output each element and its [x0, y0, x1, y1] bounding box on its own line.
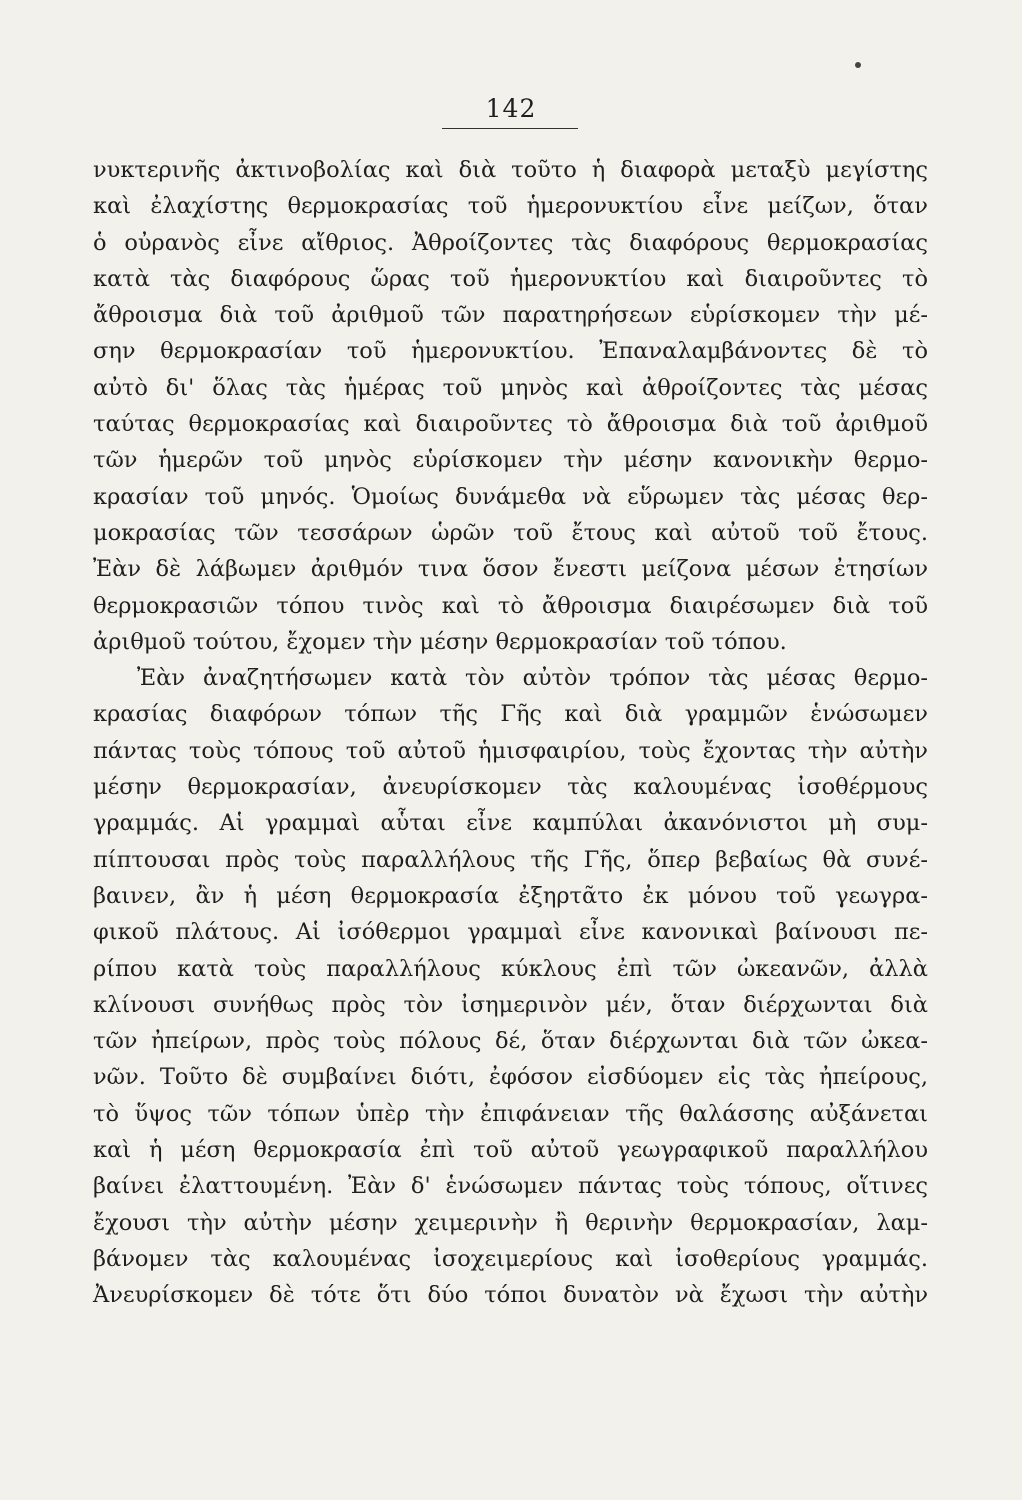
text-line: ἄθροισμα διὰ τοῦ ἀριθμοῦ τῶν παρατηρήσεων εὑρίσκομεν τὴν μέ- [93, 302, 928, 329]
text-line: Ἀνευρίσκομεν δὲ τότε ὅτι δύο τόποι δυνατὸν νὰ ἔχωσι τὴν αὐτὴν [93, 1282, 928, 1309]
text-line: τὸ ὕψος τῶν τόπων ὑπὲρ τὴν ἐπιφάνειαν τῆς θαλάσσης αὐξάνεται [93, 1100, 928, 1127]
text-line: νῶν. Τοῦτο δὲ συμβαίνει διότι, ἐφόσον εἰσδύομεν εἰς τὰς ἠπείρους, [93, 1064, 928, 1091]
text-line: καὶ ἡ μέση θερμοκρασία ἐπὶ τοῦ αὐτοῦ γεωγραφικοῦ παραλλήλου [93, 1137, 928, 1164]
text-line: πάντας τοὺς τόπους τοῦ αὐτοῦ ἡμισφαιρίου, τοὺς ἔχοντας τὴν αὐτὴν [93, 737, 928, 764]
text-line: κρασίας διαφόρων τόπων τῆς Γῆς καὶ διὰ γραμμῶν ἑνώσωμεν [93, 701, 928, 728]
text-line: θερμοκρασιῶν τόπου τινὸς καὶ τὸ ἄθροισμα διαιρέσωμεν διὰ τοῦ [93, 592, 928, 619]
text-line: βαίνει ἐλαττουμένη. Ἐὰν δ' ἑνώσωμεν πάντας τοὺς τόπους, οἵτινες [93, 1173, 928, 1200]
text-line: κατὰ τὰς διαφόρους ὥρας τοῦ ἡμερονυκτίου καὶ διαιροῦντες τὸ [93, 265, 928, 292]
text-line: μέσην θερμοκρασίαν, ἀνευρίσκομεν τὰς καλουμένας ἰσοθέρμους [93, 774, 928, 801]
text-line: ἀριθμοῦ τούτου, ἔχομεν τὴν μέσην θερμοκρασίαν τοῦ τόπου. [93, 628, 787, 655]
text-line: βάνομεν τὰς καλουμένας ἰσοχειμερίους καὶ ἰσοθερίους γραμμάς. [93, 1245, 928, 1272]
text-line: σην θερμοκρασίαν τοῦ ἡμερονυκτίου. Ἐπαναλαμβάνοντες δὲ τὸ [93, 338, 928, 365]
text-line: ρίπου κατὰ τοὺς παραλλήλους κύκλους ἐπὶ τῶν ὠκεανῶν, ἀλλὰ [93, 955, 928, 982]
text-line: νυκτερινῆς ἀκτινοβολίας καὶ διὰ τοῦτο ἡ διαφορὰ μεταξὺ μεγίστης [93, 157, 928, 183]
text-line: μοκρασίας τῶν τεσσάρων ὡρῶν τοῦ ἔτους καὶ αὐτοῦ τοῦ ἔτους. [93, 519, 928, 546]
text-line: κλίνουσι συνήθως πρὸς τὸν ἰσημερινὸν μέν, ὅταν διέρχωνται διὰ [93, 991, 928, 1018]
text-line: καὶ ἐλαχίστης θερμοκρασίας τοῦ ἡμερονυκτίου εἶνε μείζων, ὅταν [93, 193, 928, 220]
text-line: φικοῦ πλάτους. Αἱ ἰσόθερμοι γραμμαὶ εἶνε κανονικαὶ βαίνουσι πε- [93, 919, 928, 946]
text-line: ὁ οὐρανὸς εἶνε αἴθριος. Ἀθροίζοντες τὰς διαφόρους θερμοκρασίας [93, 229, 928, 256]
text-line: αὐτὸ δι' ὅλας τὰς ἡμέρας τοῦ μηνὸς καὶ ἀθροίζοντες τὰς μέσας [93, 374, 928, 401]
text-line: πίπτουσαι πρὸς τοὺς παραλλήλους τῆς Γῆς, ὅπερ βεβαίως θὰ συνέ- [93, 846, 928, 873]
page-number: 142 [485, 94, 537, 123]
text-line: ἔχουσι τὴν αὐτὴν μέσην χειμερινὴν ἢ θερινὴν θερμοκρασίαν, λαμ- [93, 1209, 928, 1236]
text-line: Ἐὰν δὲ λάβωμεν ἀριθμόν τινα ὅσον ἔνεστι μείζονα μέσων ἐτησίων [93, 556, 928, 583]
ink-speck [855, 62, 861, 68]
body-text [93, 152, 928, 1314]
text-line: ταύτας θερμοκρασίας καὶ διαιροῦντες τὸ ἄθροισμα διὰ τοῦ ἀριθμοῦ [93, 411, 928, 438]
text-line: γραμμάς. Αἱ γραμμαὶ αὗται εἶνε καμπύλαι ἀκανόνιστοι μὴ συμ- [93, 810, 928, 837]
header-rule [442, 128, 578, 129]
text-line: Ἐὰν ἀναζητήσωμεν κατὰ τὸν αὐτὸν τρόπον τὰς μέσας θερμο- [137, 665, 928, 692]
text-line: τῶν ἡμερῶν τοῦ μηνὸς εὑρίσκομεν τὴν μέσην κανονικὴν θερμο- [93, 447, 928, 474]
text-line: βαινεν, ἂν ἡ μέση θερμοκρασία ἐξηρτᾶτο ἐκ μόνου τοῦ γεωγρα- [93, 882, 928, 909]
text-line: κρασίαν τοῦ μηνός. Ὁμοίως δυνάμεθα νὰ εὕρωμεν τὰς μέσας θερ- [93, 483, 928, 510]
text-line: τῶν ἠπείρων, πρὸς τοὺς πόλους δέ, ὅταν διέρχωνται διὰ τῶν ὠκεα- [93, 1028, 928, 1055]
